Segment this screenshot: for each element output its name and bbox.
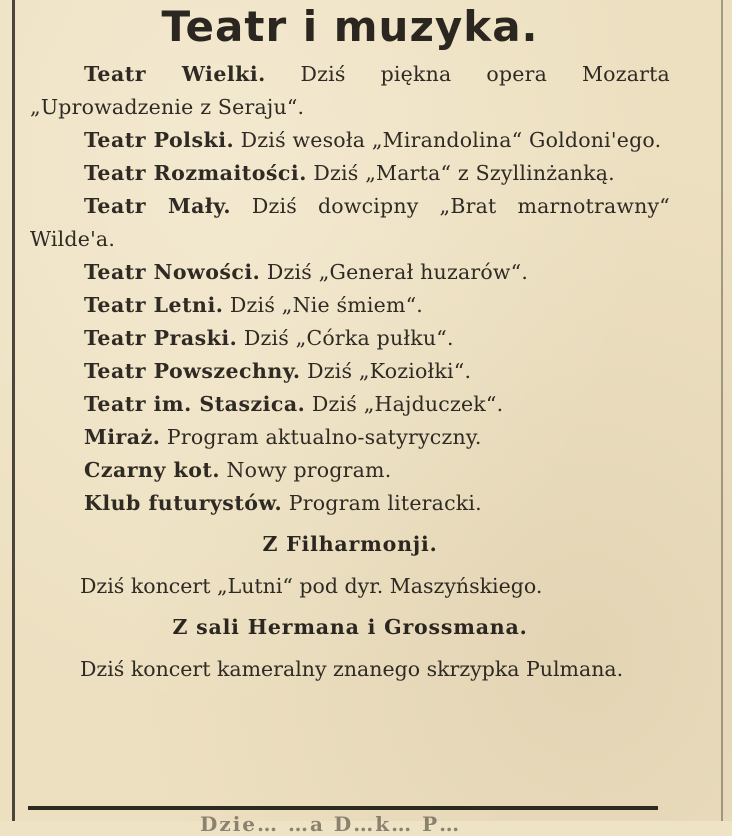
listing-name: Klub futurystów.	[84, 491, 283, 515]
listing-name: Miraż.	[84, 425, 161, 449]
listing-item	[30, 421, 670, 454]
column-rule-right	[721, 0, 723, 821]
listing-text: Program aktualno-satyryczny.	[166, 425, 482, 449]
listing-item	[30, 487, 670, 520]
listing-item	[30, 388, 670, 421]
section-text-sala-hermana: Dziś koncert kameralny znanego skrzypka Pulmana.	[80, 657, 624, 681]
listing-name: Teatr im. Staszica.	[84, 392, 306, 416]
column-rule-left	[12, 0, 15, 821]
listing-name: Czarny kot.	[84, 458, 220, 482]
listing-item	[30, 124, 670, 157]
cut-off-next-heading: Dzie… …a D…k… P…	[200, 812, 462, 836]
listing-name: Teatr Polski.	[84, 128, 235, 152]
section-heading-sala-hermana: Z sali Hermana i Grossmana.	[172, 615, 528, 639]
listing-item	[30, 289, 670, 322]
listing-name: Teatr Praski.	[84, 326, 238, 350]
listing-name: Teatr Powszechny.	[84, 359, 301, 383]
listing-text: Program literacki.	[288, 491, 482, 515]
listing-item	[30, 157, 670, 190]
theatre-listings	[30, 58, 670, 520]
listing-item	[30, 322, 670, 355]
listing-text: Dziś „Generał huzarów“.	[266, 260, 529, 284]
listing-text: Dziś „Nie śmiem“.	[229, 293, 423, 317]
listing-text: Dziś piękna opera Mozarta „Uprowadzenie z Seraju“.	[30, 62, 670, 119]
listing-text: Dziś „Hajduczek“.	[311, 392, 504, 416]
listing-name: Teatr Letni.	[84, 293, 224, 317]
listing-item	[30, 58, 670, 124]
section-divider-rule	[28, 806, 658, 810]
listing-item	[30, 256, 670, 289]
listing-name: Teatr Nowości.	[84, 260, 261, 284]
listing-name: Teatr Mały.	[84, 194, 231, 218]
article-teatr-i-muzyka	[30, 0, 670, 686]
section-text-filharmonja: Dziś koncert „Lutni“ pod dyr. Maszyńskiego.	[80, 574, 543, 598]
listing-text: Dziś dowcipny „Brat marnotrawny“ Wilde'a.	[30, 194, 670, 251]
article-headline: Teatr i muzyka.	[161, 2, 539, 51]
listing-text: Dziś „Marta“ z Szyllinżanką.	[313, 161, 615, 185]
listing-item	[30, 190, 670, 256]
listing-text: Dziś „Koziołki“.	[307, 359, 472, 383]
listing-item	[30, 355, 670, 388]
listing-text: Nowy program.	[226, 458, 392, 482]
listing-name: Teatr Rozmaitości.	[84, 161, 307, 185]
listing-item	[30, 454, 670, 487]
listing-text: Dziś wesoła „Mirandolina“ Goldoni'ego.	[240, 128, 662, 152]
section-heading-filharmonja: Z Filharmonji.	[262, 532, 438, 556]
listing-name: Teatr Wielki.	[84, 62, 266, 86]
listing-text: Dziś „Córka pułku“.	[243, 326, 454, 350]
